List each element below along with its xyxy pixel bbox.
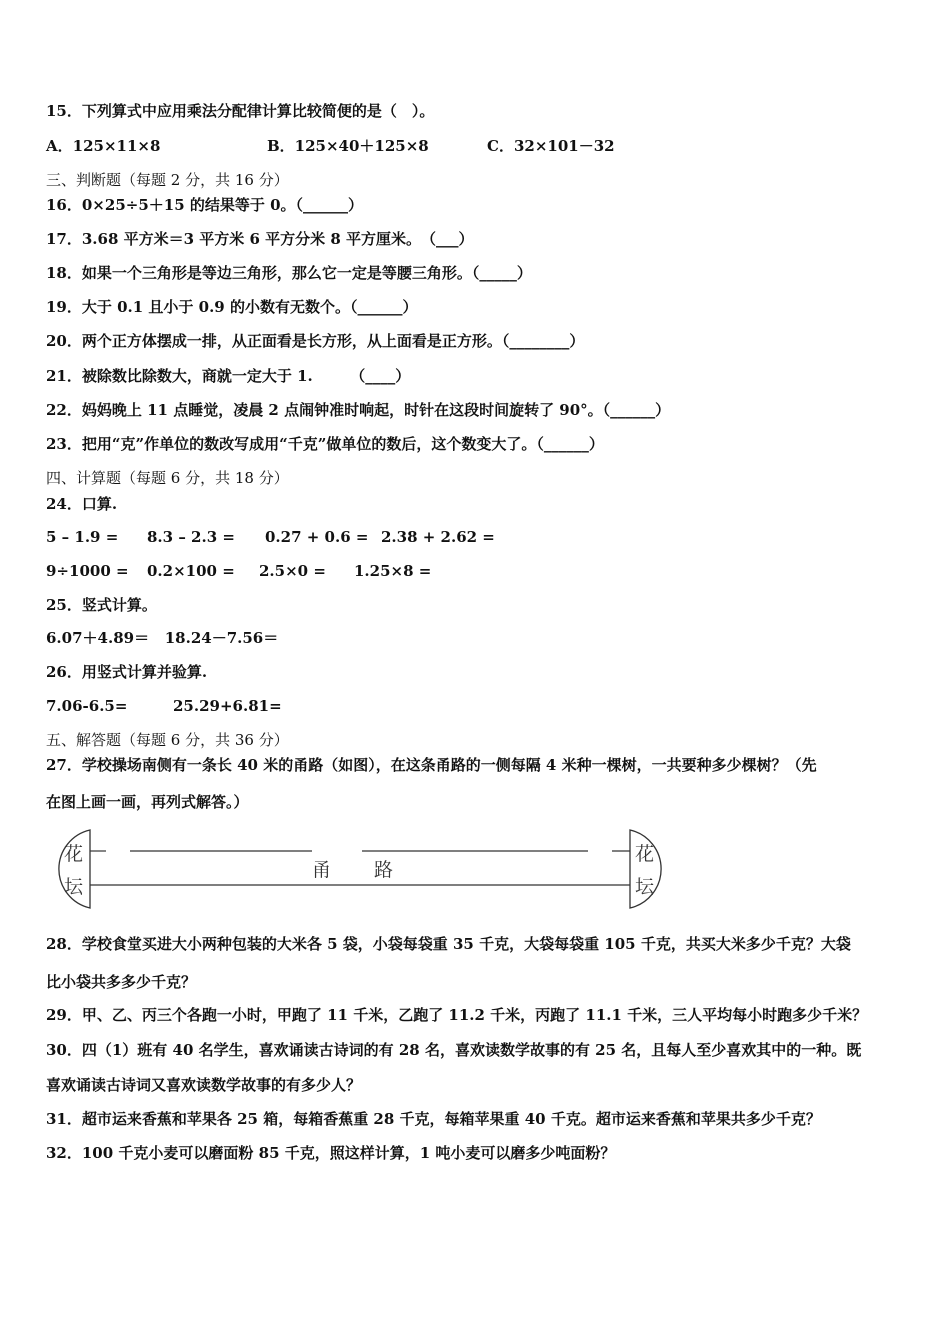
q16: 16．0×25÷5＋15 的结果等于 0。（______）: [46, 196, 364, 214]
q30-line1: 30．四（1）班有 40 名学生，喜欢诵读古诗词的有 28 名，喜欢读数学故事的有 25 名，且每人至少喜欢其中的一种。既: [46, 1041, 862, 1059]
q22: 22．妈妈晚上 11 点睡觉，凌晨 2 点闹钟准时响起，时针在这段时间旋转了 90°。（______）: [46, 401, 671, 419]
q21: 21．被除数比除数大，商就一定大于 1. （____）: [46, 367, 411, 385]
left-bed-label: 坛: [64, 876, 84, 898]
path-diagram: [46, 826, 676, 912]
q28-line2: 比小袋共多多少千克？: [46, 973, 197, 991]
q26-title: 26．用竖式计算并验算.: [46, 663, 208, 681]
q24-expr: 2.38 + 2.62 =: [381, 528, 495, 546]
q15-option-b: B．125×40＋125×8: [267, 137, 429, 155]
section3-heading: 三、判断题（每题 2 分，共 16 分）: [46, 171, 289, 189]
q20: 20．两个正方体摆成一排，从正面看是长方形，从上面看是正方形。（________）: [46, 332, 585, 350]
q24-expr: 0.2×100 =: [147, 562, 235, 580]
q26-expr: 7.06-6.5=: [46, 697, 128, 715]
q24-expr: 5 – 1.9 =: [46, 528, 119, 546]
q27-line2: 在图上画一画，再列式解答。）: [46, 793, 249, 811]
right-bed-label: 花: [635, 843, 655, 865]
q24-expr: 1.25×8 =: [354, 562, 432, 580]
q25-title: 25．竖式计算。: [46, 596, 157, 614]
q24-expr: 9÷1000 =: [46, 562, 129, 580]
q24-title: 24．口算.: [46, 495, 118, 513]
q27-line1: 27．学校操场南侧有一条长 40 米的甬路（如图），在这条甬路的一侧每隔 4 米种一棵树，一共要种多少棵树？（先: [46, 756, 817, 774]
q30-line2: 喜欢诵读古诗词又喜欢读数学故事的有多少人？: [46, 1076, 362, 1094]
section5-heading: 五、解答题（每题 6 分，共 36 分）: [46, 731, 289, 749]
q15-stem: 15．下列算式中应用乘法分配律计算比较简便的是（ ）。: [46, 102, 435, 120]
q18: 18．如果一个三角形是等边三角形，那么它一定是等腰三角形。（_____）: [46, 264, 532, 282]
q25-expr: 6.07＋4.89＝ 18.24－7.56＝: [46, 629, 279, 647]
q15-option-c: C．32×101－32: [487, 137, 615, 155]
q29: 29．甲、乙、丙三个各跑一小时，甲跑了 11 千米，乙跑了 11.2 千米，丙跑了 11.1 千米，三人平均每小时跑多少千米？: [46, 1006, 868, 1024]
path-label: 甬: [312, 859, 332, 881]
q31: 31．超市运来香蕉和苹果各 25 箱，每箱香蕉重 28 千克，每箱苹果重 40 千克。超市运来香蕉和苹果共多少千克？: [46, 1110, 821, 1128]
left-bed-label: 花: [64, 843, 84, 865]
q24-expr: 2.5×0 =: [259, 562, 326, 580]
q28-line1: 28．学校食堂买进大小两种包装的大米各 5 袋，小袋每袋重 35 千克，大袋每袋重 105 千克，共买大米多少千克？大袋: [46, 935, 851, 953]
q19: 19．大于 0.1 且小于 0.9 的小数有无数个。（______）: [46, 298, 418, 316]
right-bed-label: 坛: [635, 876, 655, 898]
q17: 17．3.68 平方米＝3 平方米 6 平方分米 8 平方厘米。 （___）: [46, 230, 474, 248]
q24-expr: 8.3 – 2.3 =: [147, 528, 235, 546]
path-label: 路: [374, 859, 394, 881]
section4-heading: 四、计算题（每题 6 分，共 18 分）: [46, 469, 289, 487]
q32: 32．100 千克小麦可以磨面粉 85 千克，照这样计算，1 吨小麦可以磨多少吨面粉？: [46, 1144, 616, 1162]
q24-expr: 0.27 + 0.6 =: [265, 528, 369, 546]
q23: 23．把用“克”作单位的数改写成用“千克”做单位的数后，这个数变大了。（______）: [46, 435, 604, 453]
q26-expr: 25.29+6.81=: [173, 697, 282, 715]
q15-option-a: A．125×11×8: [46, 137, 161, 155]
